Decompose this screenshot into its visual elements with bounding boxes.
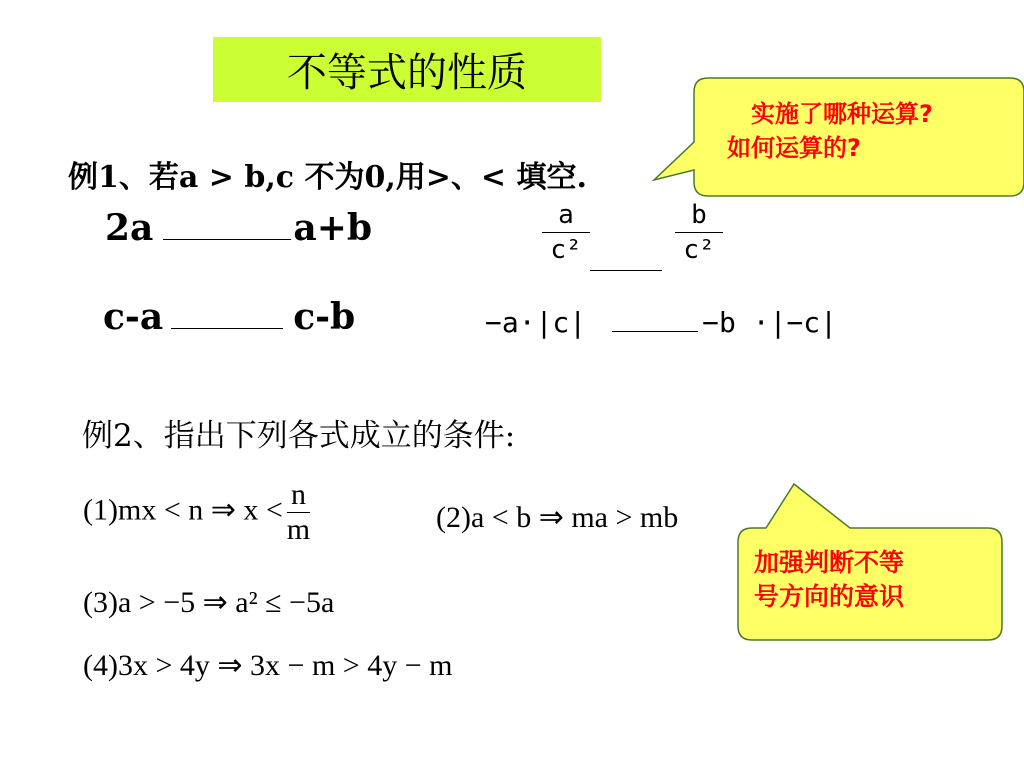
- callout-text-top: [727, 97, 1017, 165]
- callout-line-2: 如何运算的?: [727, 134, 861, 162]
- title-banner: [213, 37, 601, 102]
- condition-item-4: (4)3x > 4y ⇒ 3x − m > 4y − m: [83, 649, 453, 682]
- fill-blank-4[interactable]: [612, 331, 698, 332]
- row2-left-expr-b: c-b: [293, 296, 356, 338]
- fill-blank-3[interactable]: [590, 270, 662, 271]
- example1-row2-left: [103, 296, 355, 338]
- fraction-numerator: b: [691, 200, 707, 230]
- fraction-denominator: c²: [550, 235, 582, 265]
- fraction-bar: [542, 232, 590, 233]
- row2-right-expr-b: −b ·|−c|: [702, 306, 838, 339]
- fraction-bar: [675, 232, 723, 233]
- item1-numerator: n: [290, 478, 306, 511]
- example2-prompt: 例2、指出下列各式成立的条件:: [82, 418, 516, 454]
- callout-line-1: 加强判断不等: [754, 548, 905, 577]
- fraction-numerator: a: [558, 200, 574, 230]
- condition-item-3: (3)a > −5 ⇒ a² ≤ −5a: [83, 586, 335, 619]
- example1-row1-left: [105, 207, 372, 249]
- row2-left-expr-a: c-a: [103, 296, 164, 338]
- row1-left-expr-a: 2a: [105, 207, 154, 249]
- fraction-b-over-c2: [675, 200, 723, 265]
- fill-blank-1[interactable]: [163, 239, 291, 240]
- item1-expression: (1)mx < n ⇒ x <: [83, 493, 283, 527]
- condition-item-2: (2)a < b ⇒ ma > mb: [436, 501, 679, 534]
- example1-row2-right: [485, 306, 837, 339]
- callout-text-bottom: [754, 546, 994, 614]
- item1-denominator: m: [286, 513, 311, 546]
- row1-left-expr-b: a+b: [293, 207, 373, 249]
- example1-prompt: 例1、若a > b,c 不为0,用>、< 填空.: [68, 160, 587, 195]
- fill-blank-2[interactable]: [171, 328, 283, 329]
- row2-right-expr-a: −a·|c|: [485, 306, 587, 339]
- callout-line-1: 实施了哪种运算?: [751, 100, 933, 128]
- callout-line-2: 号方向的意识: [754, 582, 905, 611]
- page-title: 不等式的性质: [287, 50, 527, 96]
- condition-item-1: [83, 478, 314, 547]
- item1-fraction: [287, 478, 310, 547]
- fraction-a-over-c2: [542, 200, 590, 265]
- fraction-denominator: c²: [683, 235, 715, 265]
